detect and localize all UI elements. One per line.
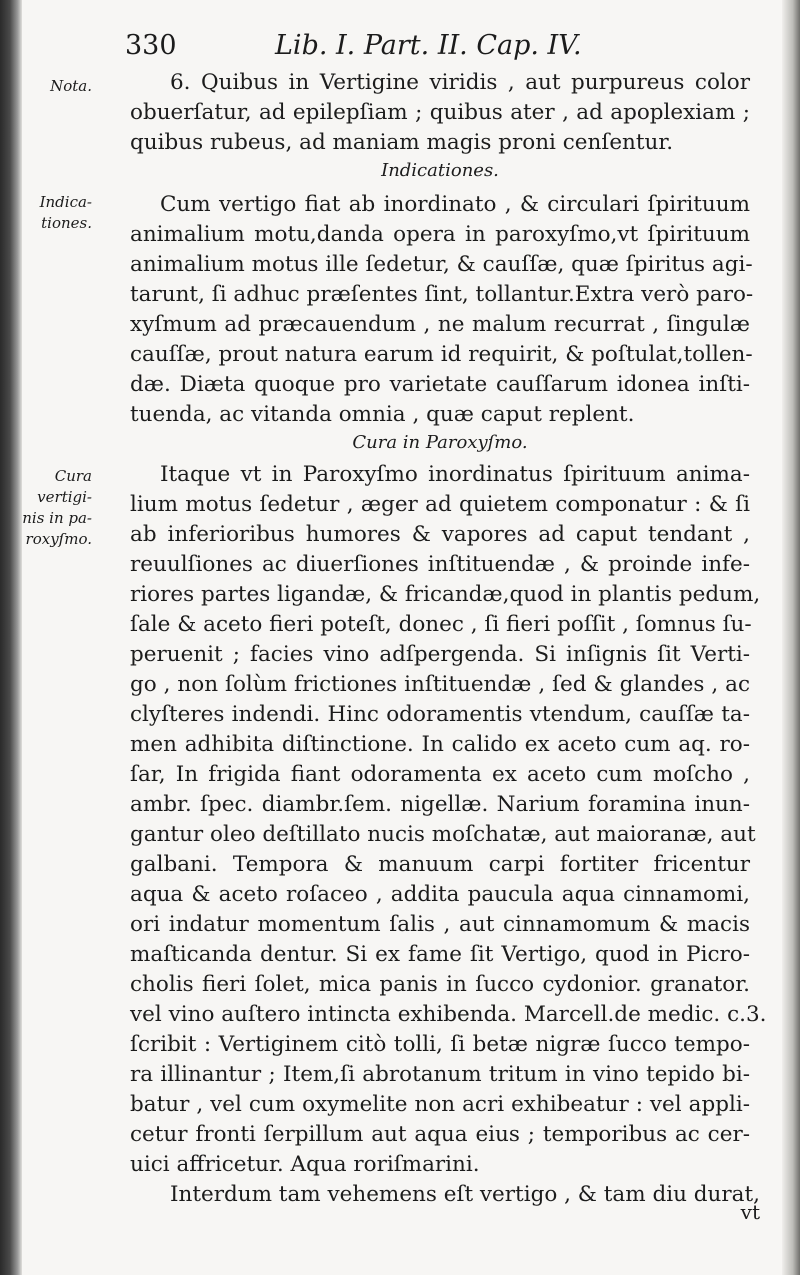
text-line: go , non ſolùm frictiones inſtituendæ , ſed & glandes , ac bbox=[130, 672, 750, 697]
text-line: ambr. ſpec. diambr.ſem. nigellæ. Narium foramina inun- bbox=[130, 792, 750, 817]
section-heading-indicationes: Indicationes. bbox=[381, 160, 499, 181]
text-line: peruenit ; facies vino adſpergenda. Si inſignis ſit Verti- bbox=[130, 642, 750, 667]
text-line: xyſmum ad præcauendum , ne malum recurrat , ſingulæ bbox=[130, 312, 750, 337]
text-line: quibus rubeus, ad maniam magis proni cenſentur. bbox=[130, 130, 674, 155]
text-line: Interdum tam vehemens eſt vertigo , & tam diu durat, bbox=[170, 1182, 760, 1207]
text-line: maſticanda dentur. Si ex fame ſit Vertigo, quod in Picro- bbox=[130, 942, 750, 967]
text-line: ori indatur momentum ſalis , aut cinnamomum & macis bbox=[130, 912, 750, 937]
text-line: ab inferioribus humores & vapores ad caput tendant , bbox=[130, 522, 750, 547]
text-line: vel vino auſtero intincta exhibenda. Marcell.de medic. c.3. bbox=[130, 1002, 767, 1027]
text-line: gantur oleo deſtillato nucis moſchatæ, aut maioranæ, aut bbox=[130, 822, 756, 847]
text-line: animalium motu,danda opera in paroxyſmo,vt ſpirituum bbox=[130, 222, 750, 247]
text-line: Itaque vt in Paroxyſmo inordinatus ſpirituum anima- bbox=[160, 462, 750, 487]
text-line: cetur fronti ſerpillum aut aqua eius ; temporibus ac cer- bbox=[130, 1122, 750, 1147]
text-line: galbani. Tempora & manuum carpi fortiter fricentur bbox=[130, 852, 750, 877]
margin-note-cura: Cura vertigi- nis in pa- roxyſmo. bbox=[22, 467, 92, 548]
text-line: dæ. Diæta quoque pro varietate cauſſarum idonea inſti- bbox=[130, 372, 750, 397]
margin-note-indicationes: Indica- tiones. bbox=[39, 193, 92, 232]
text-line: Cum vertigo fiat ab inordinato , & circulari ſpirituum bbox=[160, 192, 750, 217]
section-heading-cura: Cura in Paroxyſmo. bbox=[352, 432, 528, 453]
catchword: vt bbox=[740, 1200, 760, 1224]
text-line: obuerſatur, ad epilepſiam ; quibus ater , ad apoplexiam ; bbox=[130, 100, 750, 125]
text-line: aqua & aceto roſaceo , addita paucula aqua cinnamomi, bbox=[130, 882, 750, 907]
text-line: reuulſiones ac diuerſiones inſtituendæ , & proinde infe- bbox=[130, 552, 750, 577]
text-line: men adhibita diſtinctione. In calido ex aceto cum aq. ro- bbox=[130, 732, 750, 757]
text-line: cholis fieri ſolet, mica panis in ſucco cydonior. granator. bbox=[130, 972, 750, 997]
text-line: cauſſæ, prout natura earum id requirit, & poſtulat,tollen- bbox=[130, 342, 753, 367]
text-line: tuenda, ac vitanda omnia , quæ caput replent. bbox=[130, 402, 635, 427]
margin-note-nota: Nota. bbox=[50, 77, 92, 95]
page-edge-shadow bbox=[782, 0, 800, 1275]
page-number: 330 bbox=[125, 30, 177, 61]
text-line: uici affricetur. Aqua roriſmarini. bbox=[130, 1152, 480, 1177]
text-line: ſar, In frigida fiant odoramenta ex aceto cum moſcho , bbox=[130, 762, 750, 787]
running-head: Lib. I. Part. II. Cap. IV. bbox=[275, 30, 582, 61]
text-line: batur , vel cum oxymelite non acri exhibeatur : vel appli- bbox=[130, 1092, 750, 1117]
text-line: ſale & aceto fieri poteſt, donec , ſi fieri poſſit , ſomnus ſu- bbox=[130, 612, 752, 637]
page-header bbox=[125, 30, 745, 70]
text-line: ra illinantur ; Item,ſi abrotanum tritum in vino tepido bi- bbox=[130, 1062, 750, 1087]
text-line: clyſteres indendi. Hinc odoramentis vtendum, cauſſæ ta- bbox=[130, 702, 750, 727]
text-line: 6. Quibus in Vertigine viridis , aut purpureus color bbox=[170, 70, 750, 95]
text-line: riores partes ligandæ, & fricandæ,quod in plantis pedum, bbox=[130, 582, 761, 607]
text-line: animalium motus ille ſedetur, & cauſſæ, quæ ſpiritus agi- bbox=[130, 252, 753, 277]
text-line: ſcribit : Vertiginem citò tolli, ſi betæ nigræ ſucco tempo- bbox=[130, 1032, 750, 1057]
text-line: lium motus ſedetur , æger ad quietem componatur : & ſi bbox=[130, 492, 750, 517]
text-line: tarunt, ſi adhuc præſentes ſint, tollantur.Extra verò paro- bbox=[130, 282, 754, 307]
